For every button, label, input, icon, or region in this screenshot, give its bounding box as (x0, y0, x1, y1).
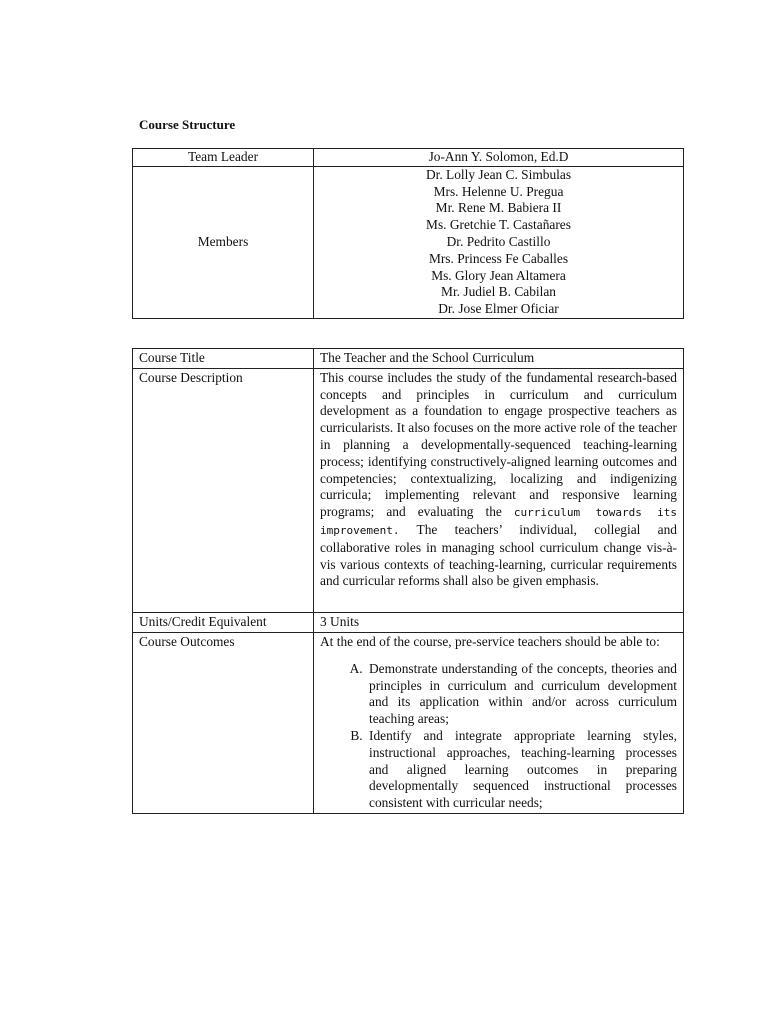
table-row (133, 349, 684, 369)
members-label: Members (133, 166, 314, 318)
description-text-part: This course includes the study of the fundamental research-based concepts and principles in curriculum and curriculum development as a foundation to engage prospective teachers as curricularists. It also focuses on the more active role of the teacher in planning a developmentally-sequenced teaching-learning process; identifying constructively-aligned learning outcomes and competencies; contextualizing, localizing and indigenizing curricula; implementing relevant and responsive learning programs; and evaluating the (320, 369, 677, 520)
members-list (314, 166, 684, 318)
outcomes-list (320, 661, 677, 812)
section-heading: Course Structure (139, 117, 236, 132)
course-outcomes-value (314, 632, 684, 813)
table-row (133, 368, 684, 612)
team-table (132, 148, 684, 319)
units-value: 3 Units (314, 613, 684, 633)
team-leader-label: Team Leader (133, 149, 314, 167)
member-name: Dr. Jose Elmer Oficiar (438, 301, 559, 317)
course-title-value: The Teacher and the School Curriculum (314, 349, 684, 369)
member-name: Dr. Lolly Jean C. Simbulas (425, 166, 572, 182)
course-outcomes-label: Course Outcomes (133, 632, 314, 813)
units-label: Units/Credit Equivalent (133, 613, 314, 633)
member-name: Ms. Glory Jean Altamera (431, 267, 566, 283)
member-name: Dr. Pedrito Castillo (446, 233, 551, 249)
member-name: Mrs. Helenne U. Pregua (433, 183, 564, 199)
course-title-label: Course Title (133, 349, 314, 369)
outcome-item: A. Demonstrate understanding of the concepts, theories and principles in curriculum and curriculum development and its application within and/or across curriculum teaching areas; (366, 661, 677, 728)
table-row (133, 149, 684, 167)
table-row (133, 632, 684, 813)
member-name: Mr. Rene M. Babiera II (435, 200, 562, 216)
table-row (133, 613, 684, 633)
course-table (132, 348, 684, 814)
table-row (133, 166, 684, 318)
member-name: Mr. Judiel B. Cabilan (441, 284, 556, 300)
course-description-value (314, 368, 684, 612)
course-description-text (320, 370, 677, 590)
spacer (320, 590, 677, 611)
description-text-part: curriculum towards its improvement. (320, 506, 677, 537)
member-name: Mrs. Princess Fe Caballes (428, 250, 569, 266)
outcome-item: B. Identify and integrate appropriate learning styles, instructional approaches, teaching-learning processes and aligned learning outcomes in preparing developmentally sequenced instructional processes consistent with curricular needs; (366, 728, 677, 812)
outcomes-intro: At the end of the course, pre-service teachers should be able to: (320, 633, 660, 649)
description-text-part: The teachers’ individual, collegial and collaborative roles in managing school curriculum change vis-à-vis various contexts of teaching-learning, curricular requirements and curricular reforms shall also be given emphasis. (320, 521, 677, 589)
course-description-label: Course Description (133, 368, 314, 612)
member-name: Ms. Gretchie T. Castañares (426, 217, 571, 233)
team-leader-name: Jo-Ann Y. Solomon, Ed.D (314, 149, 684, 167)
